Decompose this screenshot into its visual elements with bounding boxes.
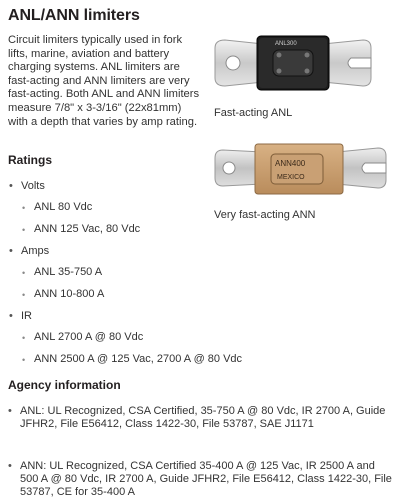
- ratings-heading: Ratings: [8, 153, 53, 167]
- intro-paragraph: Circuit limiters typically used in fork lifts, marine, aviation and battery charging systems. ANL limiters are fast-acting and ANN limiters are very fast-acting. Both ANL and ANN limiters measure 7/8" x 3-3/16" (22x81mm) with a depth that varies by amp rating.: [8, 34, 200, 128]
- bullet-icon: •: [22, 355, 26, 365]
- ann-caption: Very fast-acting ANN: [214, 209, 316, 221]
- volts-ann: ANN 125 Vac, 80 Vdc: [34, 223, 141, 235]
- ir-ann: ANN 2500 A @ 125 Vac, 2700 A @ 80 Vdc: [34, 353, 243, 365]
- amps-label: Amps: [21, 245, 50, 257]
- bullet-icon: •: [22, 333, 26, 343]
- anl-limiter-image: [213, 28, 373, 98]
- ann-limiter-image: [213, 134, 388, 204]
- bullet-icon: •: [9, 180, 13, 192]
- bullet-icon: •: [22, 225, 26, 235]
- bullet-icon: •: [8, 460, 12, 472]
- bullet-icon: •: [9, 245, 13, 257]
- anl-stamp: ANL300: [275, 41, 297, 47]
- volts-label: Volts: [21, 180, 45, 192]
- bullet-icon: •: [8, 405, 12, 417]
- bullet-icon: •: [9, 310, 13, 322]
- bullet-icon: •: [22, 268, 26, 278]
- amps-ann: ANN 10-800 A: [34, 288, 105, 300]
- page-title: ANL/ANN limiters: [8, 7, 140, 24]
- anl-caption: Fast-acting ANL: [214, 107, 293, 119]
- ir-anl: ANL 2700 A @ 80 Vdc: [34, 331, 144, 343]
- agency-heading: Agency information: [8, 378, 121, 392]
- amps-anl: ANL 35-750 A: [34, 266, 103, 278]
- ir-label: IR: [21, 310, 32, 322]
- agency-ann: ANN: UL Recognized, CSA Certified 35-400 A @ 125 Vac, IR 2500 A and 500 A @ 80 Vdc, IR 2700 A, Guide JFHR2, File E56412, Class 1422-30, File 53787, CE for 35-400 A: [20, 460, 392, 498]
- ann-stamp-bottom: MEXICO: [277, 174, 305, 181]
- bullet-icon: •: [22, 290, 26, 300]
- agency-anl: ANL: UL Recognized, CSA Certified, 35-750 A @ 80 Vdc, IR 2700 A, Guide JFHR2, File E56412, Class 1422-30, File 53787, SAE J1171: [20, 405, 386, 430]
- bullet-icon: •: [22, 203, 26, 213]
- ann-stamp-top: ANN400: [275, 159, 306, 168]
- volts-anl: ANL 80 Vdc: [34, 201, 93, 213]
